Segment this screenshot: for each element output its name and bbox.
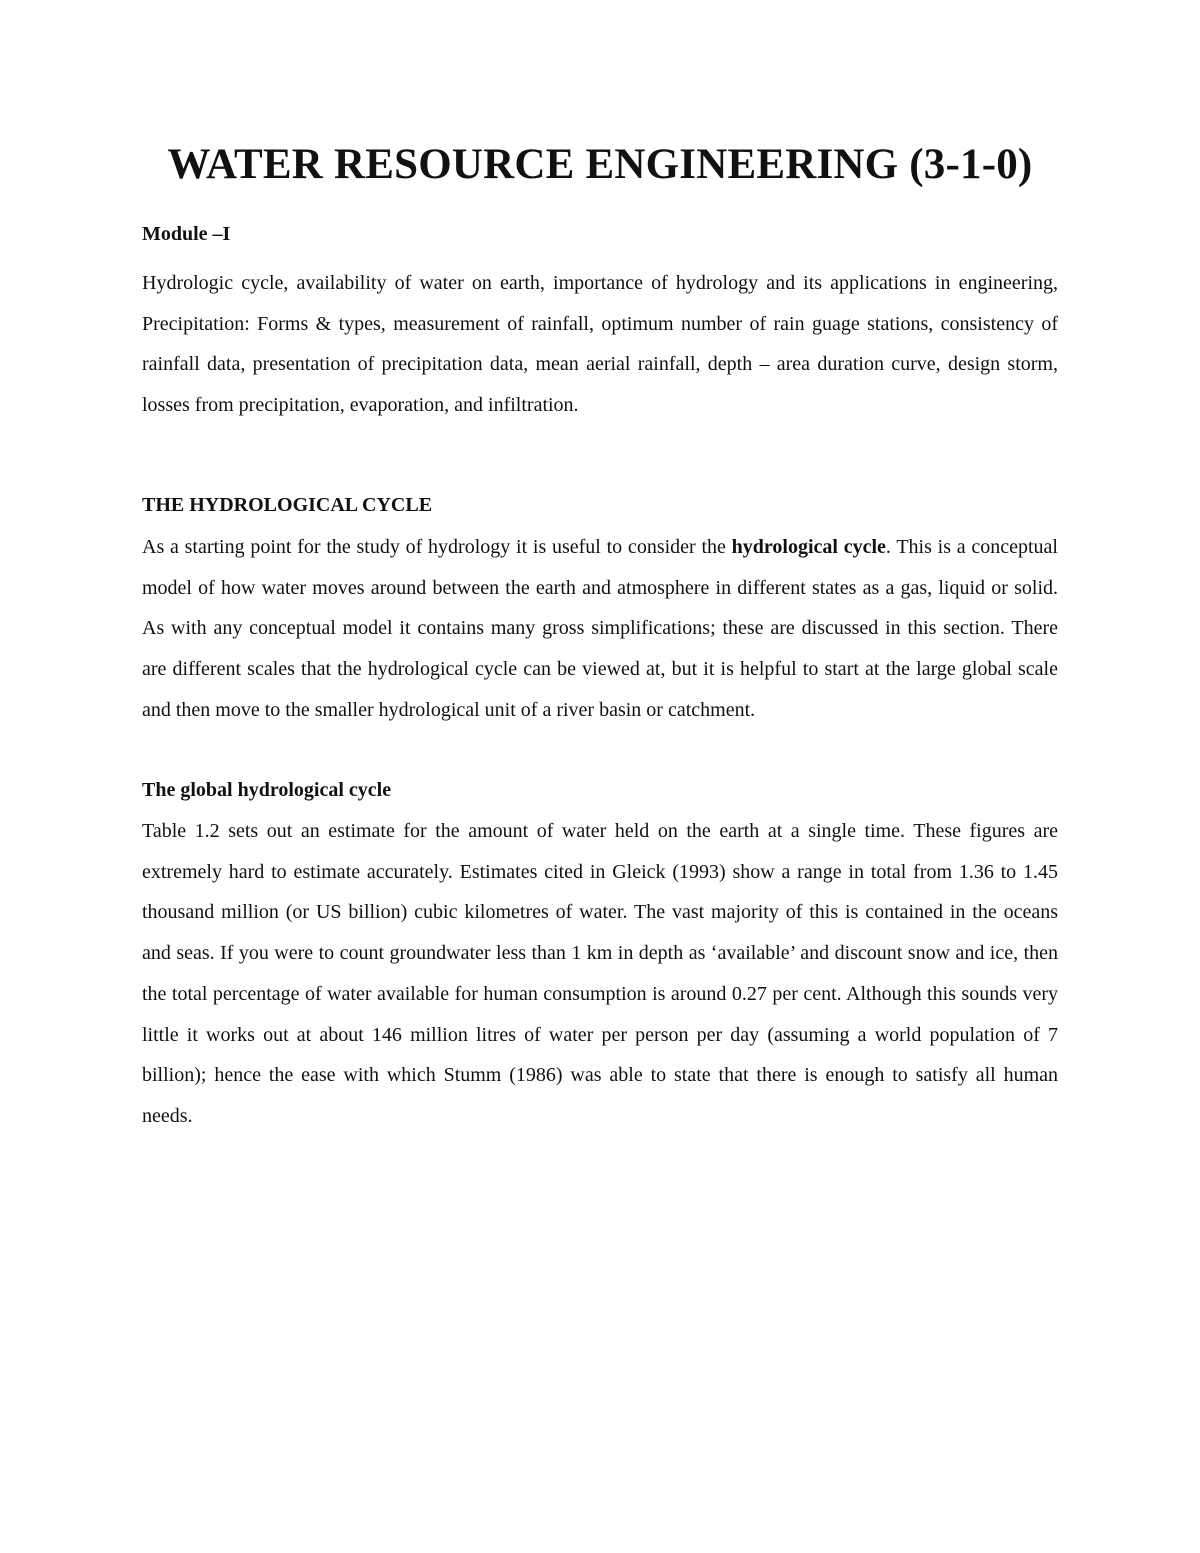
syllabus-paragraph: Hydrologic cycle, availability of water on earth, importance of hydrology and its applications in engineering, Precipitation: Forms & types, measurement of rainfall, optimum number of rain guage stations, consistency of rainfall data, presentation of precipitation data, mean aerial rainfall, depth – area duration curve, design storm, losses from precipitation, evaporation, and infiltration.	[142, 272, 1058, 417]
intro-bold-term: hydrological cycle	[731, 536, 886, 558]
intro-text-after: . This is a conceptual model of how water moves around between the earth and atmosphere in different states as a gas, liquid or solid. As with any conceptual model it contains many gross simplifications; these are discussed in this section. There are different scales that the hydrological cycle can be viewed at, but it is helpful to start at the large global scale and then move to the smaller hydrological unit of a river basin or catchment.	[142, 536, 1058, 721]
document-title: WATER RESOURCE ENGINEERING (3-1-0)	[167, 141, 1033, 188]
intro-text-before: As a starting point for the study of hydrology it is useful to consider the	[142, 536, 732, 558]
module-label: Module –I	[142, 223, 231, 245]
global-cycle-paragraph: Table 1.2 sets out an estimate for the amount of water held on the earth at a single time. These figures are extremely hard to estimate accurately. Estimates cited in Gleick (1993) show a range in total from 1.36 to 1.45 thousand million (or US billion) cubic kilometres of water. The vast majority of this is contained in the oceans and seas. If you were to count groundwater less than 1 km in depth as ‘available’ and discount snow and ice, then the total percentage of water available for human consumption is around 0.27 per cent. Although this sounds very little it works out at about 146 million litres of water per person per day (assuming a world population of 7 billion); hence the ease with which Stumm (1986) was able to state that there is enough to satisfy all human needs.	[142, 820, 1058, 1127]
section-heading: THE HYDROLOGICAL CYCLE	[142, 494, 433, 516]
intro-paragraph	[142, 527, 1058, 731]
sub-heading: The global hydrological cycle	[142, 779, 392, 801]
